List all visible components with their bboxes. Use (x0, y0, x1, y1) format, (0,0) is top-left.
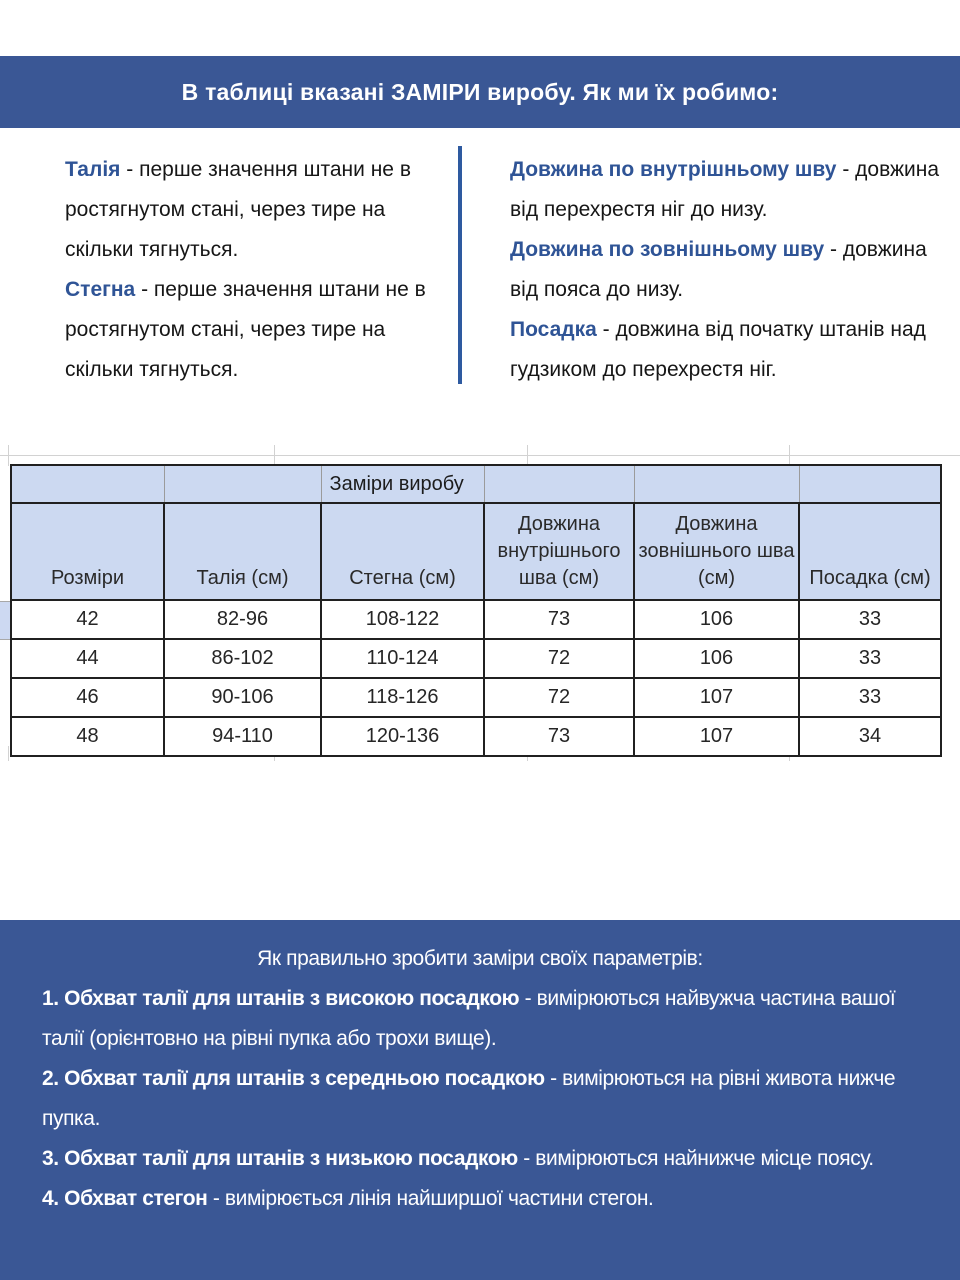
instruction-text: - вимірюються на рівні живота нижче пупка. (42, 1067, 896, 1130)
column-header-hips: Стегна (см) (321, 503, 484, 600)
table-cell: 118-126 (321, 678, 484, 717)
instruction-text: - вимірюються найвужча частина вашої талії (орієнтовно на рівні пупка або трохи вище). (42, 987, 896, 1050)
column-header-inner-seam: Довжина внутрішнього шва (см) (484, 503, 634, 600)
table-cell: 72 (484, 678, 634, 717)
definition-term: Довжина по внутрішньому шву (510, 158, 837, 181)
table-cell: 90-106 (164, 678, 321, 717)
definition-term: Довжина по зовнішньому шву (510, 238, 825, 261)
table-cell: 33 (799, 600, 941, 639)
table-row (11, 717, 941, 756)
instruction-item-2 (0, 1059, 960, 1139)
table-cell (634, 465, 799, 503)
table-cell: 120-136 (321, 717, 484, 756)
table-cell: 42 (11, 600, 164, 639)
table-cell: 73 (484, 600, 634, 639)
table-cell: 33 (799, 639, 941, 678)
definition-text: - довжина від початку штанів над гудзиком до перехрестя ніг. (510, 318, 926, 381)
table-cell (484, 465, 634, 503)
column-header-waist: Талія (см) (164, 503, 321, 600)
definition-text: - перше значення штани не в ростягнутом стані, через тире на скільки тягнуться. (65, 278, 426, 381)
instruction-bold: 2. Обхват талії для штанів з середньою посадкою (42, 1067, 545, 1090)
definition-outer-seam (510, 230, 948, 310)
table-cell: 73 (484, 717, 634, 756)
instruction-bold: 4. Обхват стегон (42, 1187, 208, 1210)
definition-text: - довжина від перехрестя ніг до низу. (510, 158, 940, 221)
definition-talia (65, 150, 443, 270)
definitions-left-column (65, 150, 443, 390)
table-cell: 108-122 (321, 600, 484, 639)
gridline-stub (274, 445, 275, 466)
table-cell (11, 465, 164, 503)
column-header-row (11, 503, 941, 600)
table-cell: 46 (11, 678, 164, 717)
table-cell: 110-124 (321, 639, 484, 678)
instruction-item-1 (0, 979, 960, 1059)
instruction-item-3 (0, 1139, 960, 1179)
definitions-section (0, 150, 960, 400)
table-cell: 106 (634, 600, 799, 639)
gridline-stub (8, 445, 9, 466)
definition-term: Посадка (510, 318, 597, 341)
definition-term: Стегна (65, 278, 136, 301)
group-header-row (11, 465, 941, 503)
table-cell: 72 (484, 639, 634, 678)
table-row (11, 678, 941, 717)
instruction-bold: 1. Обхват талії для штанів з високою посадкою (42, 987, 520, 1010)
definition-stehna (65, 270, 443, 390)
definition-inner-seam (510, 150, 948, 230)
header-banner (0, 56, 960, 128)
column-header-outer-seam: Довжина зовнішнього шва (см) (634, 503, 799, 600)
definitions-right-column (510, 150, 948, 390)
table-cell: 94-110 (164, 717, 321, 756)
table-row (11, 639, 941, 678)
gridline-stub (527, 445, 528, 466)
gridline-horizontal (0, 455, 960, 456)
instruction-bold: 3. Обхват талії для штанів з низькою посадкою (42, 1147, 518, 1170)
size-table (10, 464, 942, 757)
definition-posadka (510, 310, 948, 390)
instructions-section (0, 920, 960, 1280)
header-banner-title: В таблиці вказані ЗАМІРИ виробу. Як ми їх робимо: (181, 78, 779, 105)
table-cell: 86-102 (164, 639, 321, 678)
table-cell: 107 (634, 678, 799, 717)
gridline-stub (8, 746, 9, 761)
gridline-stub (789, 445, 790, 466)
table-cell: 44 (11, 639, 164, 678)
table-cell: 34 (799, 717, 941, 756)
table-cell: 33 (799, 678, 941, 717)
instruction-item-4 (0, 1179, 960, 1219)
row-highlight-strip (0, 601, 10, 640)
table-cell: 106 (634, 639, 799, 678)
table-row (11, 600, 941, 639)
instructions-title: Як правильно зробити заміри своїх параметрів: (257, 947, 703, 970)
definition-text: - перше значення штани не в ростягнутом стані, через тире на скільки тягнуться. (65, 158, 411, 261)
table-cell: 82-96 (164, 600, 321, 639)
instruction-text: - вимірюється лінія найширшої частини стегон. (207, 1187, 654, 1210)
table-cell: 48 (11, 717, 164, 756)
definition-text: - довжина від пояса до низу. (510, 238, 927, 301)
table-cell (164, 465, 321, 503)
column-divider (458, 146, 462, 384)
table-cell: 107 (634, 717, 799, 756)
column-header-sizes: Розміри (11, 503, 164, 600)
group-header-cell: Заміри виробу (321, 465, 484, 503)
definition-term: Талія (65, 158, 121, 181)
instruction-text: - вимірюються найнижче місце поясу. (517, 1147, 874, 1170)
column-header-rise: Посадка (см) (799, 503, 941, 600)
table-cell (799, 465, 941, 503)
